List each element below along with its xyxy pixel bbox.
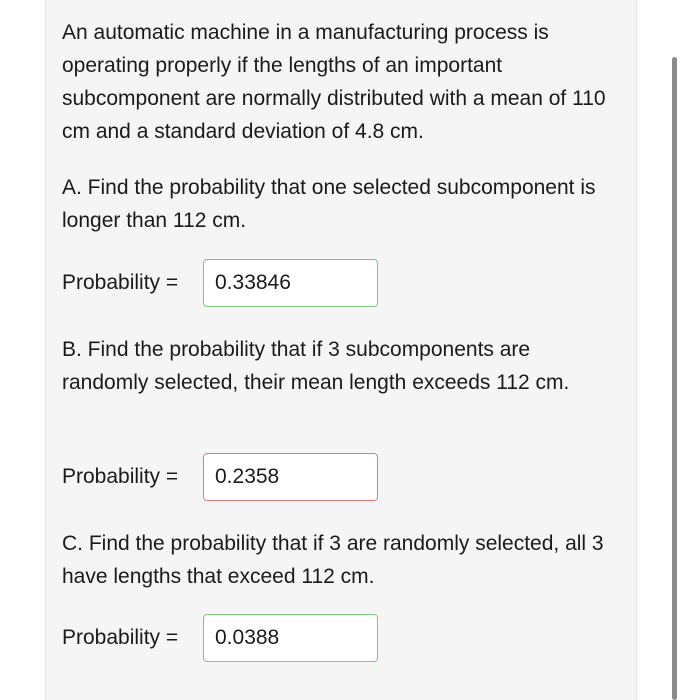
problem-intro: An automatic machine in a manufacturing process is operating properly if the lengths of an important subcomponent are normally distributed with a mean of 110 cm and a standard deviation of 4.8 cm. bbox=[62, 21, 606, 143]
question-a: A. Find the probability that one selected subcomponent is longer than 112 cm. bbox=[62, 176, 596, 232]
answer-input-a[interactable]: 0.33846 bbox=[203, 259, 378, 307]
answer-input-b[interactable]: 0.2358 bbox=[203, 453, 378, 501]
probability-label-c: Probability = bbox=[62, 626, 179, 649]
question-b: B. Find the probability that if 3 subcomponents are randomly selected, their mean length exceeds 112 cm. bbox=[62, 338, 570, 394]
question-c: C. Find the probability that if 3 are randomly selected, all 3 have lengths that exceed 112 cm. bbox=[62, 532, 604, 588]
probability-label-a: Probability = bbox=[62, 271, 179, 294]
answer-input-c[interactable]: 0.0388 bbox=[203, 614, 378, 662]
scrollbar[interactable] bbox=[672, 57, 677, 700]
probability-label-b: Probability = bbox=[62, 465, 179, 488]
